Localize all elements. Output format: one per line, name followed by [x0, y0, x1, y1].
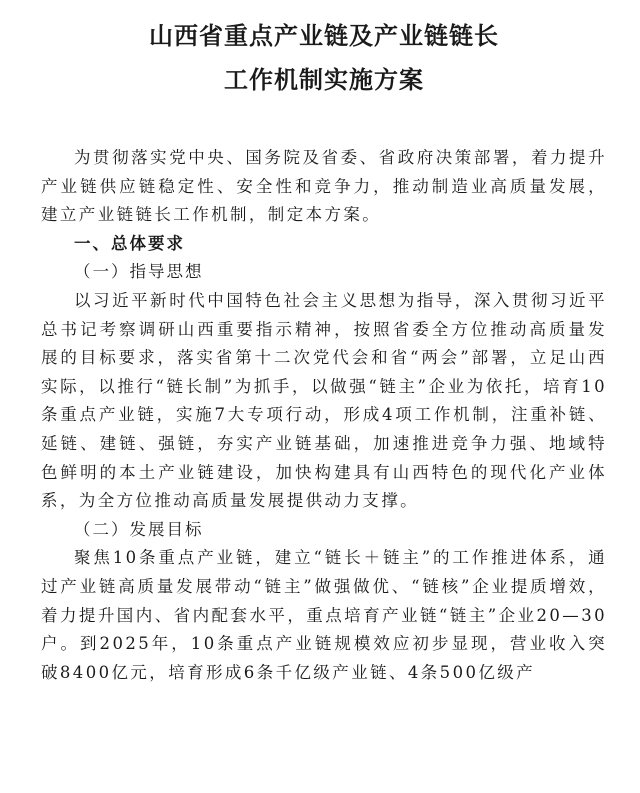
document-title-line-1: 山西省重点产业链及产业链链长 — [149, 21, 499, 50]
document-body — [41, 144, 607, 687]
document-title-line-2: 工作机制实施方案 — [224, 65, 424, 94]
subheading-development-goals: （二）发展目标 — [74, 519, 204, 539]
subheading-guiding-ideology: （一）指导思想 — [74, 262, 204, 282]
section-heading-general-requirements: 一、总体要求 — [74, 233, 185, 253]
development-goals-paragraph: 聚焦10条重点产业链，建立“链长＋链主”的工作推进体系，通过产业链高质量发展带动“链主”做强做优、“链核”企业提质增效，着力提升国内、省内配套水平，重点培育产业链“链主”企业20—30户。到2025年，10条重点产业链规模效应初步显现，营业收入突破8400亿元，培育形成6条千亿级产业链、4条500亿级产 — [41, 548, 607, 682]
intro-paragraph: 为贯彻落实党中央、国务院及省委、省政府决策部署，着力提升产业链供应链稳定性、安全性和竞争力，推动制造业高质量发展，建立产业链链长工作机制，制定本方案。 — [41, 148, 607, 225]
guiding-ideology-paragraph: 以习近平新时代中国特色社会主义思想为指导，深入贯彻习近平总书记考察调研山西重要指示精神，按照省委全方位推动高质量发展的目标要求，落实省第十二次党代会和省“两会”部署，立足山西实际，以推行“链长制”为抓手，以做强“链主”企业为依托，培育10条重点产业链，实施7大专项行动，形成4项工作机制，注重补链、延链、建链、强链，夯实产业链基础，加速推进竞争力强、地域特色鲜明的本土产业链建设，加快构建具有山西特色的现代化产业体系，为全方位推动高质量发展提供动力支撑。 — [41, 290, 607, 511]
